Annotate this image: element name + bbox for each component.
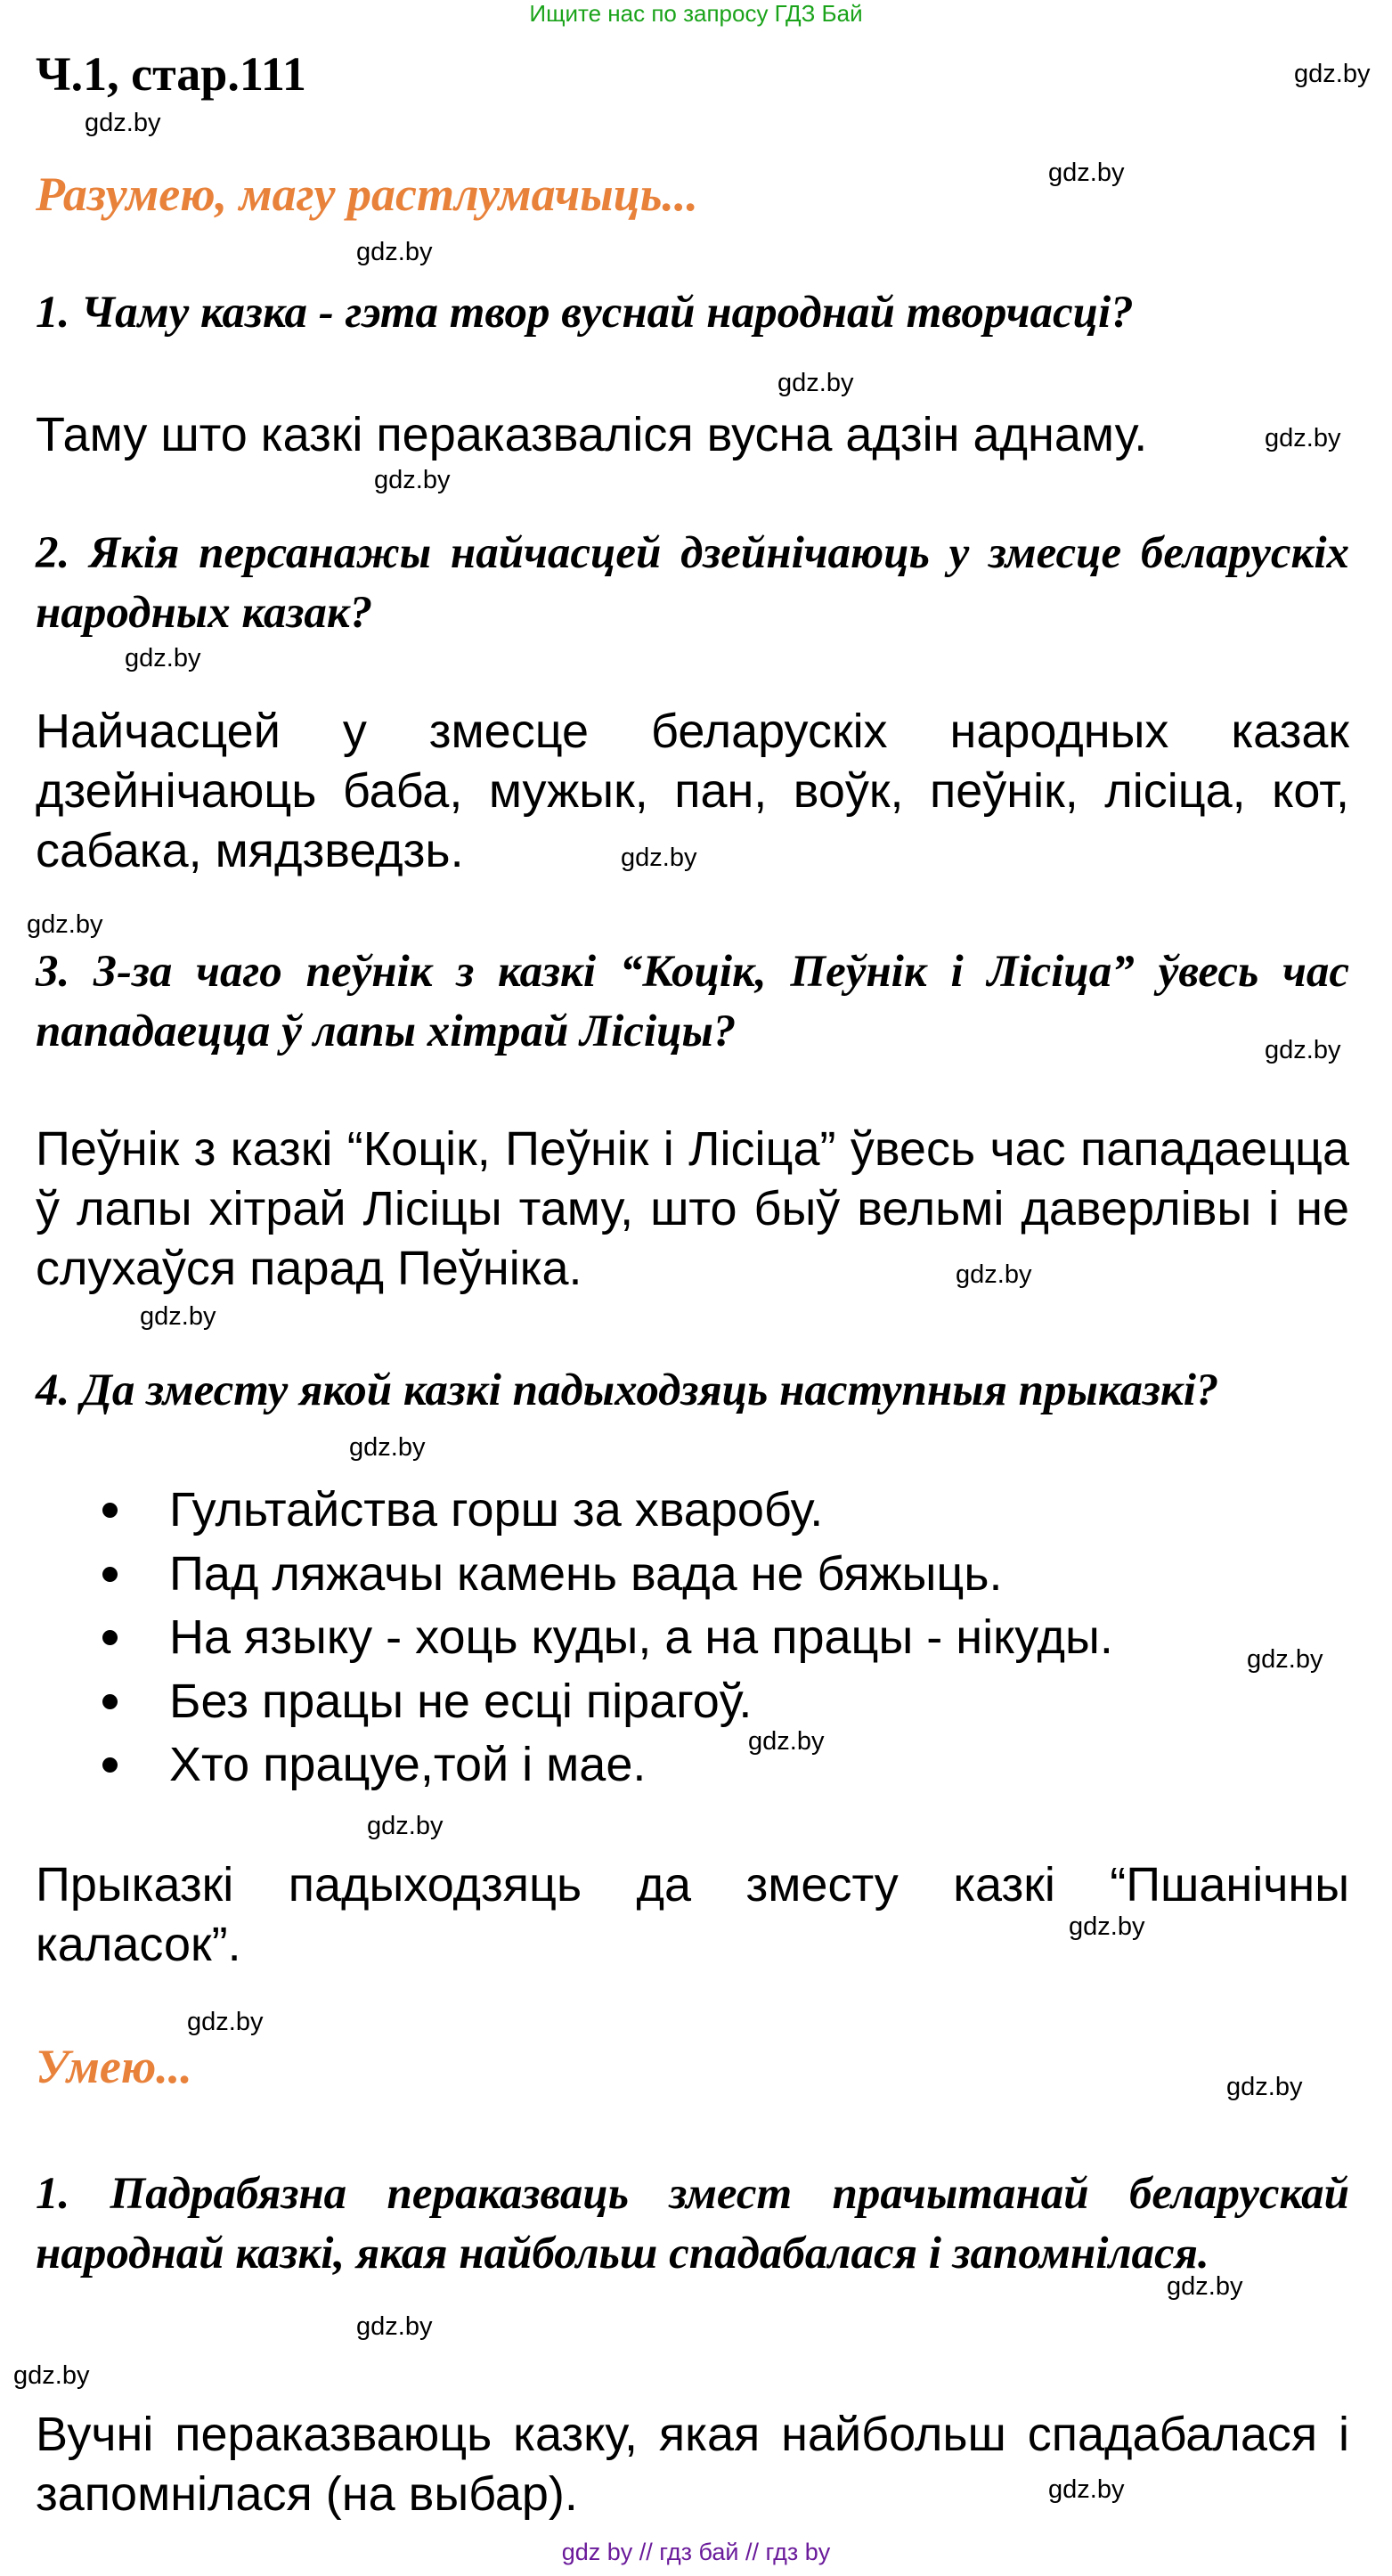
watermark: gdz.by [1265, 1036, 1341, 1064]
section-heading-understand: Разумею, магу растлумачыць... [36, 167, 698, 221]
watermark: gdz.by [777, 369, 854, 397]
bullet-icon [102, 1503, 118, 1518]
question-1: 1. Чаму казка - гэта твор вуснай народнай творчасці? [36, 288, 1134, 338]
bullet-icon [102, 1630, 118, 1645]
section-heading-skills: Умею... [36, 2040, 192, 2093]
question-3: 3. З-за чаго пеўнік з казкі “Коцік, Пеўнік і Лісіца” ўвесь час пападаецца ў лапы хітрай Лісіцы? [36, 947, 1349, 1056]
watermark: gdz.by [1226, 2073, 1303, 2101]
footer-links: gdz by // гдз бай // гдз by [561, 2539, 831, 2565]
watermark: gdz.by [374, 466, 451, 494]
watermark: gdz.by [125, 644, 201, 673]
answer-3: Пеўнік з казкі “Коцік, Пеўнік і Лісіца” ўвесь час пападаецца ў лапы хітрай Лісіцы таму, што быў вельмі даверлівы і не слухаўся парад Пеўніка. [36, 1122, 1349, 1295]
watermark: gdz.by [1048, 159, 1125, 187]
answer-2: Найчасцей у змесце беларускіх народных казак дзейнічаюць баба, мужык, пан, воўк, пеўнік, лісіца, кот, сабака, мядзведзь. [36, 705, 1349, 877]
bullet-icon [102, 1694, 118, 1709]
answer-1: Таму што казкі пераказваліся вусна адзін аднаму. [36, 408, 1148, 461]
answer-5: Вучні пераказваюць казку, якая найбольш спадабалася і запомнілася (на выбар). [36, 2408, 1349, 2521]
watermark: gdz.by [356, 238, 433, 266]
watermark: gdz.by [748, 1727, 825, 1756]
watermark: gdz.by [85, 109, 161, 137]
watermark: gdz.by [1167, 2272, 1243, 2301]
question-4: 4. Да зместу якой казкі падыходзяць наступныя прыказкі? [36, 1365, 1219, 1415]
watermark: gdz.by [1069, 1912, 1145, 1941]
watermark: gdz.by [1247, 1645, 1323, 1674]
list-item: Без працы не есці пірагоў. [94, 1670, 1113, 1734]
watermark: gdz.by [956, 1260, 1032, 1289]
page-title: Ч.1, стар.111 [36, 47, 306, 101]
list-item: Пад ляжачы камень вада не бяжыць. [94, 1543, 1113, 1607]
answer-4: Прыказкі падыходзяць да зместу казкі “Пшанічны каласок”. [36, 1858, 1349, 1971]
list-item: На языку - хоць куды, а на працы - нікуды. [94, 1606, 1113, 1670]
watermark: gdz.by [27, 910, 103, 939]
question-5: 1. Падрабязна пераказваць змест прачытанай беларускай народнай казкі, якая найбольш спадабалася і запомнілася. [36, 2169, 1349, 2278]
proverb-list [94, 1479, 1113, 1797]
bullet-icon [102, 1567, 118, 1582]
watermark: gdz.by [356, 2312, 433, 2341]
list-item: Гультайства горш за хваробу. [94, 1479, 1113, 1543]
watermark: gdz.by [140, 1302, 216, 1331]
watermark: gdz.by [349, 1433, 426, 1462]
question-2: 2. Якія персанажы найчасцей дзейнічаюць у змесце беларускіх народных казак? [36, 528, 1349, 638]
bullet-icon [102, 1757, 118, 1773]
list-item: Хто працуе,той і мае. [94, 1733, 1113, 1797]
watermark: gdz.by [13, 2361, 90, 2390]
watermark: gdz.by [1294, 60, 1371, 88]
watermark: gdz.by [367, 1812, 444, 1840]
watermark: gdz.by [1048, 2475, 1125, 2504]
watermark: gdz.by [1265, 424, 1341, 452]
top-banner: Ищите нас по запросу ГДЗ Бай [529, 0, 863, 27]
watermark: gdz.by [621, 844, 697, 872]
watermark: gdz.by [187, 2008, 264, 2036]
